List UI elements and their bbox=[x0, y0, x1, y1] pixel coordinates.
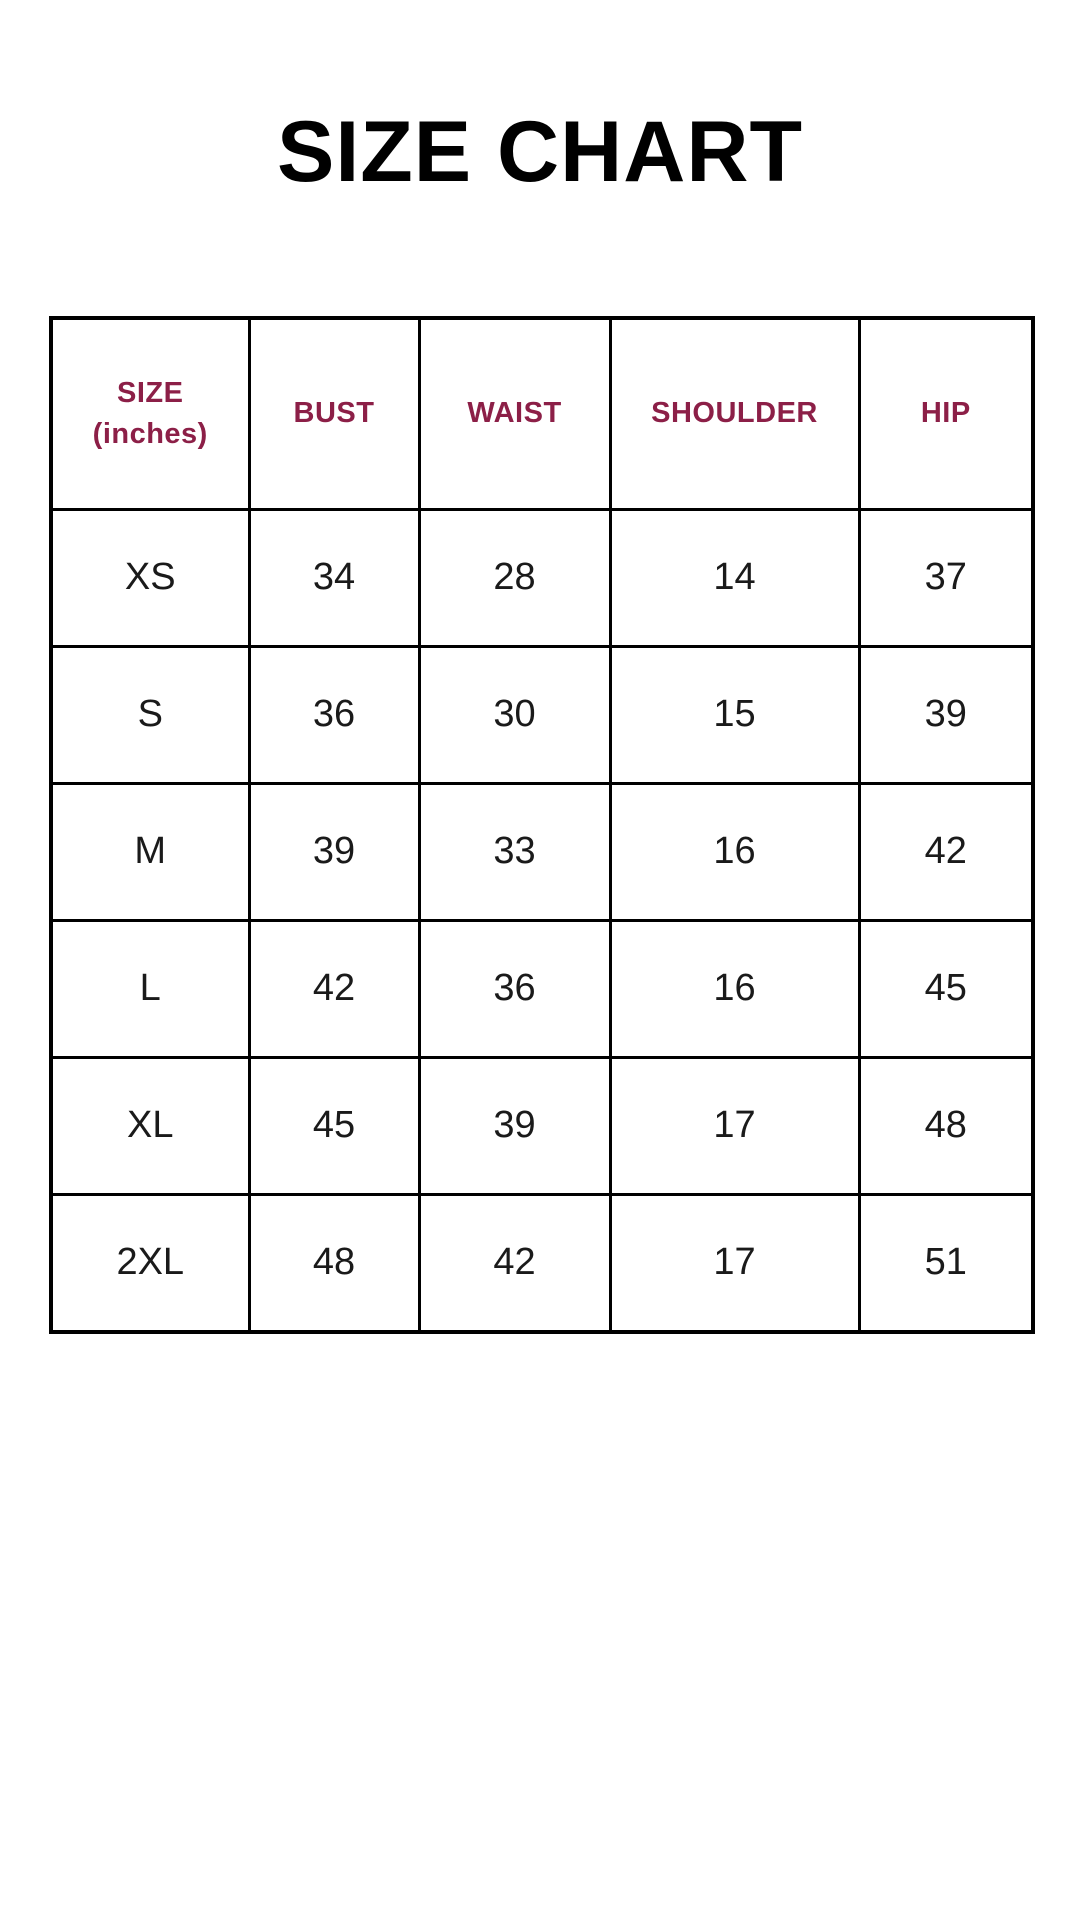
cell-shoulder: 17 bbox=[610, 1194, 859, 1332]
table-body bbox=[51, 509, 1033, 1332]
column-header-shoulder: SHOULDER bbox=[610, 318, 859, 510]
cell-size: L bbox=[51, 920, 249, 1057]
cell-waist: 39 bbox=[419, 1057, 610, 1194]
cell-hip: 42 bbox=[859, 783, 1033, 920]
cell-bust: 45 bbox=[249, 1057, 419, 1194]
cell-bust: 48 bbox=[249, 1194, 419, 1332]
column-header-bust: BUST bbox=[249, 318, 419, 510]
cell-size: 2XL bbox=[51, 1194, 249, 1332]
cell-hip: 45 bbox=[859, 920, 1033, 1057]
size-chart-table-wrap bbox=[49, 200, 1031, 1334]
cell-shoulder: 15 bbox=[610, 646, 859, 783]
page-title: SIZE CHART bbox=[277, 104, 803, 200]
table-row bbox=[51, 509, 1033, 646]
table-row bbox=[51, 1194, 1033, 1332]
cell-bust: 34 bbox=[249, 509, 419, 646]
table-row bbox=[51, 646, 1033, 783]
column-header-size-line2: (inches) bbox=[92, 417, 208, 450]
cell-size: S bbox=[51, 646, 249, 783]
table-header-row bbox=[51, 318, 1033, 510]
table-row bbox=[51, 1057, 1033, 1194]
cell-waist: 36 bbox=[419, 920, 610, 1057]
table-row bbox=[51, 920, 1033, 1057]
cell-bust: 36 bbox=[249, 646, 419, 783]
column-header-size-line1: SIZE bbox=[117, 376, 184, 409]
cell-size: XS bbox=[51, 509, 249, 646]
cell-shoulder: 14 bbox=[610, 509, 859, 646]
cell-shoulder: 17 bbox=[610, 1057, 859, 1194]
cell-waist: 30 bbox=[419, 646, 610, 783]
column-header-waist: WAIST bbox=[419, 318, 610, 510]
cell-hip: 37 bbox=[859, 509, 1033, 646]
cell-shoulder: 16 bbox=[610, 920, 859, 1057]
cell-waist: 42 bbox=[419, 1194, 610, 1332]
column-header-hip: HIP bbox=[859, 318, 1033, 510]
table-header bbox=[51, 318, 1033, 510]
size-chart-table bbox=[49, 316, 1035, 1334]
cell-bust: 39 bbox=[249, 783, 419, 920]
cell-size: M bbox=[51, 783, 249, 920]
cell-hip: 48 bbox=[859, 1057, 1033, 1194]
cell-shoulder: 16 bbox=[610, 783, 859, 920]
cell-bust: 42 bbox=[249, 920, 419, 1057]
column-header-size bbox=[51, 318, 249, 510]
cell-size: XL bbox=[51, 1057, 249, 1194]
cell-hip: 51 bbox=[859, 1194, 1033, 1332]
table-row bbox=[51, 783, 1033, 920]
cell-hip: 39 bbox=[859, 646, 1033, 783]
cell-waist: 33 bbox=[419, 783, 610, 920]
cell-waist: 28 bbox=[419, 509, 610, 646]
